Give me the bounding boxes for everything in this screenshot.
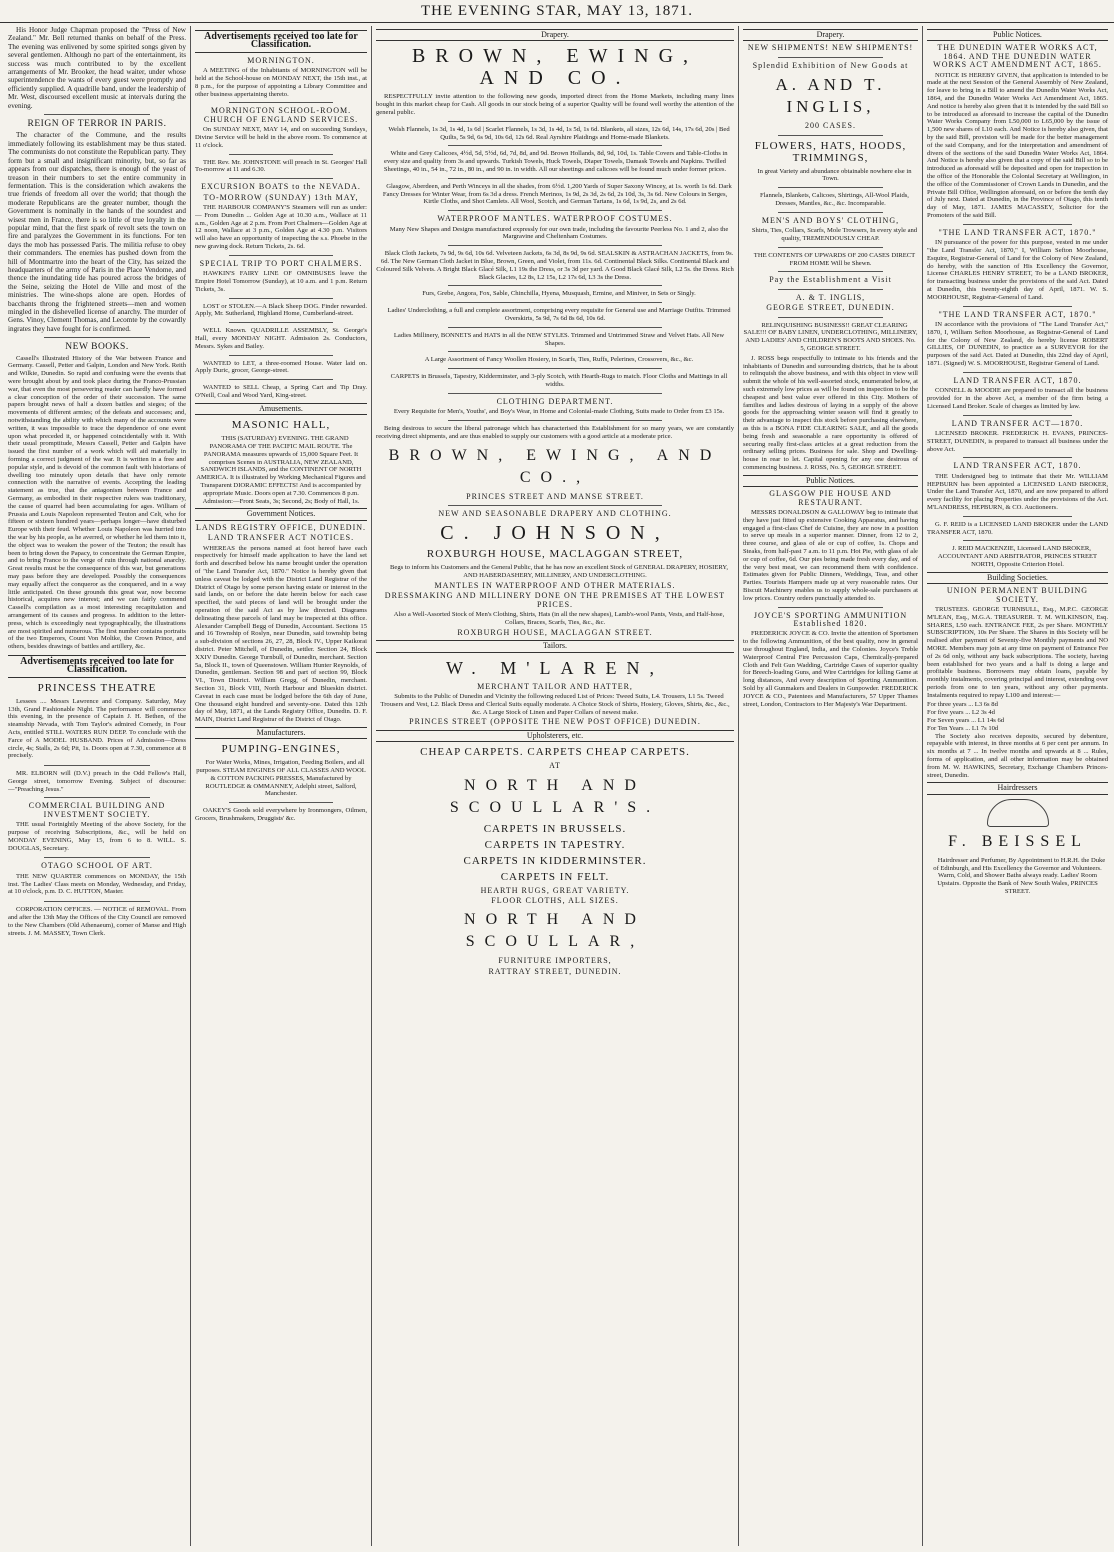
ad-body: MESSRS DONALDSON & GALLOWAY beg to intimate that they have just fitted up extensive Cooking Apparatus, and having engaged a first-class Chef de Cuisine, they are now in a position to serve up meals in a superior manner. Dinner, from 12 to 2, three course, and glass of ale or cup of coffee, 1s. Chops and Steaks, from half-past 7 a.m. to 11 p.m. Hot Pie, with glass of ale or cup of coffee, 6d. Our pies being made fresh every day, and of the very best meat, we can recommend them with confidence. Estimates given for Public Dinners, Weddings, Teas, and other Parties. Tourists Hampers made up at very reasonable rates. Our Biscuit Machinery enables us to supply whole-sale purchasers at low prices. Country orders punctually attended to. xyxy=(743,508,918,602)
ad-body: RESPECTFULLY invite attention to the following new goods, imported direct from the Home Markets, including many lines bought in this market cheap for Cash. All goods in our stock being of a superior Quality will be found well worthy the attention of the general public. xyxy=(376,93,734,116)
advertisement xyxy=(8,802,186,852)
ad-body: White and Grey Calicoes, 4½d, 5d, 5½d, 6d, 7d, 8d, and 9d. Brown Hollands, 8d, 9d, 10d, 1s. Table Covers and Table-Cloths in every size and quality from 3s and upwards. Turkish Towels, Huck Towels, Diaper Towels, Damask Towels and Napkins. Twilled Sheetings, 40 in., 54 in., 72 in., 80 in., and 90 in. in width. All our sheetings and calicoes will be found much under former prices. xyxy=(383,150,728,173)
ad-title: THE DUNEDIN WATER WORKS ACT, 1864. AND THE DUNEDIN WATER WORKS ACT AMENDMENT ACT, 1865. xyxy=(933,43,1102,70)
ad-body: THIS (SATURDAY) EVENING. THE GRAND PANORAMA OF THE PACIFIC MAIL ROUTE. The PANORAMA measures upwards of 15,000 Square Feet. It comprises Scenes in AUSTRALIA, NEW ZEALAND, SANDWICH ISLANDS, and the CONTINENT OF NORTH AMERICA. It is illustrated by Working Mechanical Figures and Transparent DIORAMIC EFFECTS! And is accompanied by appropriate Music. Doors open at 7.30. Commences 8 p.m. Admission:—Front Seats, 3s; Second, 2s; Body of Hall, 1s. xyxy=(196,435,366,505)
section-heading: Amusements. xyxy=(195,403,367,415)
ad-body: Shirts, Ties, Collars, Scarfs, Mole Trowsers, In every style and quality, TREMENDOUSLY CHEAP. xyxy=(751,227,918,243)
ad-subtitle: FLOWERS, HATS, HOODS, TRIMMINGS, xyxy=(754,139,907,164)
ad-subtitle: MEN'S AND BOYS' CLOTHING, xyxy=(761,215,900,225)
divider xyxy=(963,516,1072,517)
ad-title: LANDS REGISTRY OFFICE, DUNEDIN. xyxy=(195,522,367,532)
ad-body: Lessees .... Messrs Lawrence and Company. Saturday, May 13th, Grand Fashionable Night. The performance will commence this evening, in the presence of Captain J. H. Bethen, of the steamship Nevada, with Tom Taylor's admired Comedy, in Four Acts, entitled STILL WATERS RUN DEEP. To conclude with the Farce of A MODEL HUSBAND. Prices of Admission—Dress circle, 4s; Stalls, 2s 6d; Pit, 1s. Doors open at 7.30, commence at 8 precisely. xyxy=(8,697,186,760)
carpet-line: CARPETS IN BRUSSELS. xyxy=(483,822,627,835)
divider xyxy=(963,415,1072,416)
ad-body: Hairdresser and Perfumer, By Appointment to H.R.H. the Duke of Edinburgh, and His Excellency the Governor and Volunteers. Warm, Cold, and Shower Baths always ready. Ladies' Room Upstairs. Opposite the Bank of New South Wales, PRINCES STREET. xyxy=(933,856,1106,896)
divider xyxy=(963,372,1072,373)
ad-title: LAND TRANSFER ACT, 1870. xyxy=(953,375,1082,385)
carpet-line: CARPETS IN FELT. xyxy=(500,870,610,883)
ad-body: Ladies Millinery, BONNETS and HATS in all the NEW STYLES. Trimmed and Untrimmed Straw and Velvet Hats. All New Shapes. xyxy=(393,331,725,347)
column-3 xyxy=(376,26,734,1546)
divider xyxy=(778,271,883,272)
ad-body: HEARTH RUGS, GREAT VARIETY. xyxy=(480,885,630,895)
ad-body: Being desirous to secure the liberal patronage which has characterised this Establishment for so many years, we are constantly receiving direct shipments, and are thus enabled to supply our customers with a good article at a moderate price. xyxy=(376,424,734,440)
ad-body: The Society also receives deposits, secured by debenture, repayable with interest, in three months at 6 per cent per annum. In six months at 7 ... In twelve months and upwards at 8 ... Rules, forms of application, and all other information may be obtained from M. W. HAWKINS, Secretary, Exchange Chambers Princes-street, Dunedin. xyxy=(927,732,1108,779)
article-body: The character of the Commune, and the results immediately following its establishment may be thus stated. The communists do not constitute the Republican party. They form but a small and insignificant minority, but, so far as appears from our dispatches, there is enough of the yeast of treason in their numbers to set the entire community in fermentation. This is the consideration which awakens the true friends of freedom all over the world; that though the moderate Republicans are the greater number, though the Government is nominally in the hands of the soundest and wisest men in France, there is so little of true loyalty in the popular mind, that the first spark of revolt sets the town on fire and paralyzes the Government in its functions. For ten days the mob has possessed Paris. The militia refuse to obey their commanders. The enemies has pushed down from the hill of Montmartre into the heart of the City, has seized the headquarters of the army of Paris in the Place Vendome, and thence the inundating tide has poured across the bridges of the Seine, seizing the Hotel de Ville and most of the ministries. The wine-shops alone are open. Hordes of bacchants throng the frightened streets—men and women mingled in the dishevelled license of anarchy. The murder of Gens. Vinoy, Clement Thomas, and Lecomte by the cowardly ingrates they have fought for is confirmed. xyxy=(8,131,186,333)
divider xyxy=(963,457,1072,458)
divider xyxy=(778,212,883,213)
divider xyxy=(448,420,663,421)
ad-title: JOYCE'S SPORTING AMMUNITION Established 1820. xyxy=(753,610,908,628)
ad-subtitle: TO-MORROW (SUNDAY) 13th MAY, xyxy=(203,192,359,202)
ad-body: Glasgow, Aberdeen, and Perth Winceys in all the shades, from 6½d. 1,200 Yards of Super Saxony Wincey, at 1s. worth 1s 6d. Dark Fancy Dresses for Winter Wear, from 6s 3d a dress. French Merinos, 1s 9d, 2s 3d, 2s 6d, 2s 10d, 3s, 3s 6d. New Colours in Serges, Kirtle Cloths, and Shot Camlets. All Wool, Scotch, and German Tartans, 1s 6d, 1s 9d, 2s, and 2s 6d. xyxy=(382,182,732,206)
ad-title: EXCURSION BOATS to the NEVADA. xyxy=(201,182,361,192)
advertisement: CORPORATION OFFICES. — NOTICE of REMOVAL. From and after the 13th May the Offices of the City Council are removed to the New Chambers (Old Athenaeum), corner of Manse and High streets. J. M. MASSEY, Town Clerk. xyxy=(8,906,186,937)
advertisement xyxy=(8,682,186,760)
advertisement: OAKEY'S Goods sold everywhere by Ironmongers, Oilmen, Grocers, Brushmakers, Druggists' &c. xyxy=(195,807,367,823)
section-heading: Public Notices. xyxy=(927,29,1108,41)
advertisement: G. F. REID is a LICENSED LAND BROKER under the LAND TRANSFER ACT, 1870. xyxy=(927,520,1108,536)
ad-subtitle: MERCHANT TAILOR AND HATTER, xyxy=(477,681,633,691)
carpet-line: CARPETS IN KIDDERMINSTER. xyxy=(463,854,647,867)
divider xyxy=(448,178,663,179)
section-heading: Hairdressers xyxy=(927,782,1108,794)
ad-body: On SUNDAY NEXT, MAY 14, and on succeeding Sundays, Divine Service will be held in the above room. To commence at 11 o'clock. xyxy=(195,126,367,149)
ad-title: MORNINGTON. xyxy=(247,55,315,65)
ad-signature: A. & T. INGLIS, xyxy=(795,292,866,302)
divider xyxy=(229,355,332,356)
section-heading: Manufacturers. xyxy=(195,727,367,739)
ad-body: Begs to inform his Customers and the General Public, that he has now an excellent Stock of GENERAL DRAPERY, HOSIERY, AND HABERDASHERY, MILLINERY, AND UNDERCLOTHING. xyxy=(390,564,728,580)
ad-address: ROXBURGH HOUSE, MACLAGGAN STREET. xyxy=(457,627,653,637)
ad-subtitle: CLOTHING DEPARTMENT. xyxy=(496,396,614,406)
section-heading: Advertisements received too late for Classification. xyxy=(8,655,186,678)
column-rule xyxy=(190,26,191,1546)
divider xyxy=(448,351,663,352)
column-rule xyxy=(371,26,372,1546)
ad-address: PRINCES STREET AND MANSE STREET. xyxy=(466,491,644,501)
divider xyxy=(448,285,663,286)
ad-title: "THE LAND TRANSFER ACT, 1870." xyxy=(938,309,1097,319)
divider xyxy=(963,224,1072,225)
column-rule xyxy=(738,26,739,1546)
ad-subtitle: WATERPROOF MANTLES. WATERPROOF COSTUMES. xyxy=(437,214,673,224)
advertisement xyxy=(8,862,186,896)
ad-address: RATTRAY STREET, DUNEDIN. xyxy=(488,966,622,976)
divider xyxy=(44,901,151,902)
column-4 xyxy=(743,26,918,1546)
section-heading: Government Notices. xyxy=(195,508,367,520)
ad-title: NEW AND SEASONABLE DRAPERY AND CLOTHING. xyxy=(438,508,672,518)
table-row: For three years ... L3 6s 8d xyxy=(927,701,998,709)
ad-body: IN accordance with the provisions of "The Land Transfer Act," 1870, I, William Sefton Moorhouse, as Registrar-General of Land for the Colony of New Zealand, do hereby license ROBERT GILLIES, OF DUNEDIN, to practice as a SURVEYOR for the purposes of the said Act. Dated at Dunedin, this 22nd day of April, 1871. (Signed) W. S. MOORHOUSE, Registrar General of Land. xyxy=(927,320,1108,367)
ad-body: TRUSTEES. GEORGE TURNBULL, Esq., M.P.C. GEORGE M'LEAN, Esq., M.G.A. TREASURER. T. M. WILKINSON, Esq. SHARES, L50 each. ENTRANCE FEE, 2s per Share. MONTHLY SUBSCRIPTION, 10s Per Share. The Shares in this Society will be realised after payment of Seventy-five Monthly payments and NO MORE. Members may join at any time on payment of Entrance Fee of 2s 6d only, without any back subscriptions. The society, having been established for two years and a half is doing a large and profitable business. Borrowers may obtain loans, payable by monthly instalments, covering principal and interest, extending over periods from one to ten years, without any other payments. Instalments required to repay L100 and interest:— xyxy=(927,605,1108,699)
advertisement: WANTED to LET, a three-roomed House. Water laid on. Apply Duric, grocer, George-street. xyxy=(195,359,367,375)
column-1 xyxy=(8,26,186,1546)
ad-title: W. M'LAREN, xyxy=(445,657,665,678)
ad-body: Every Requisite for Men's, Youths', and Boy's Wear, in Home and Colonial-made Clothing, Suits made to Order from £3 15s. xyxy=(393,408,725,416)
ad-title: UNION PERMANENT BUILDING SOCIETY. xyxy=(946,586,1089,604)
divider xyxy=(229,154,332,155)
ad-body: DRESSMAKING AND MILLINERY DONE ON THE PREMISES AT THE LOWEST PRICES. xyxy=(384,591,726,609)
ad-title: CHEAP CARPETS. CARPETS CHEAP CARPETS. xyxy=(420,746,690,759)
section-heading: Drapery. xyxy=(376,29,734,41)
advertisement: WELL Known. QUADRILLE ASSEMBLY, St. George's Hall, every MONDAY NIGHT. Admission 2s. Conductors, Messrs. Sykes and Bailey. xyxy=(195,327,367,350)
ad-title: SPECIAL TRIP TO PORT CHALMERS. xyxy=(199,258,363,268)
ad-body: CARPETS in Brussels, Tapestry, Kidderminster, and 3-ply Scotch, with Hearth-Rugs to match. Floor Cloths and Mattings in all widths. xyxy=(390,373,728,388)
divider xyxy=(778,607,883,608)
ad-title: NORTH AND SCOULLAR'S. xyxy=(449,776,661,816)
divider xyxy=(448,145,663,146)
divider xyxy=(229,255,332,256)
ad-body: Splendid Exhibition of New Goods at xyxy=(752,60,909,70)
ad-body: Flannels, Blankets, Calicoes, Shirtings, All-Wool Plaids, Dresses, Mantles, &c., &c. Incomparable. xyxy=(760,192,909,208)
ad-title: "THE LAND TRANSFER ACT, 1870." xyxy=(938,227,1097,237)
advertisement: WANTED to SELL Cheap, a Spring Cart and Tip Dray. O'Neill, Coal and Wood Yard, King-street. xyxy=(195,384,367,399)
table-row: For five years ... L2 3s 4d xyxy=(927,709,995,717)
ad-title: C. JOHNSON, xyxy=(440,522,670,545)
ad-body: NOTICE IS HEREBY GIVEN, that application is intended to be made at the next Session of the General Assembly of New Zealand, for leave to bring in a Bill to amend the Dunedin Water Works Act, 1864, and the Dunedin Water Works Act Amendment Act, 1865. And notice is hereby also given that it is intended by the said Bill so to be introduced as aforesaid to increase the capital of the Dunedin Water Works Company from L50,000 to L65,000 by the issue of 1,500 new shares of L10 each. And Notice is hereby also given, that by the said Bill, provision will be made for the better management of the said Company, and for the interpretation and amendment of divers of the sections of the said Dunedin Water Works Act, 1864. And Notice is hereby also given that a copy of the said Bill so to be introduced as aforesaid will be deposited and open for inspection in the office of the Honorable the Colonial Secretary at Wellington, in the office of the Commissioner of Crown Lands in Dunedin, and the Private Bill Office, Wellington aforesaid, on or before the tenth day of July next. Dated at Dunedin, in the Province of Otago, this tenth day of May, 1871. JAMES MACASSEY, Solicitor for the Promoters of the said Bill. xyxy=(927,71,1108,219)
divider xyxy=(778,289,883,290)
section-heading: Building Societies. xyxy=(927,572,1108,584)
divider xyxy=(229,102,332,103)
ad-body: Black Cloth Jackets, 7s 9d, 9s 6d, 10s 6d. Velveteen Jackets, 6s 3d, 8s 9d, 9s 6d. SEALSKIN & ASTRACHAN JACKETS, from 9s. 6d. The New German Cloth Jacket in Blue, Brown, Green, and Violet, from 11s. 6d. Continental Black Silks. Continental Black and Coloured Silk Velvets. A Bright Black Glacé Silk, L1 19s the Dress, or 3s 3d per yard. A Good Black Glacé Silk, L2 5s. the Dress. Rich Black Glacies, L2 8s, L2 15s, L2 17s 6d, L3 3s the Dress. xyxy=(376,250,734,281)
ad-body: THE NEW QUARTER commences on MONDAY, the 15th inst. The Ladies' Class meets on Monday, Wednesday, and Friday, at 10 o'clock, p.m. D. C. HUTTON, Master. xyxy=(8,872,186,896)
ad-body: Many New Shapes and Designs manufactured expressly for our own trade, including the favourite Peerless No. 1 and 2, also the Margravine and Cheltenham Costumes. xyxy=(389,225,729,241)
ad-body: FREDERICK JOYCE & CO. Invite the attention of Sportsmen to the following Ammunition, of the best quality, now in general use throughout England, India, and the Colonies. Joyce's Treble Waterproof Central Fire Percussion Caps, Chemically-prepared Cloth and Felt Gun Wadding, Cartridge Cases of superior quality for Breech-loading Guns, and Wire Cartridges for killing Game at long distances, And every description of Sporting Ammunition. Sold by all Gunmakers and Dealers in Gunpowder. FREDERICK JOYCE & CO., Patentees and Manufacturers, 57 Upper Thames street, London, Contractors to Her Majesty's War Department. xyxy=(743,630,918,708)
table-row: For Ten Years ... L1 7s 10d xyxy=(927,724,999,732)
section-heading: Drapery. xyxy=(743,29,918,41)
divider xyxy=(778,317,883,318)
section-heading: Public Notices. xyxy=(743,475,918,487)
divider xyxy=(229,178,332,179)
divider xyxy=(778,135,883,136)
ad-signature: BROWN, EWING, AND CO., xyxy=(388,446,722,486)
ad-subtitle: FURNITURE IMPORTERS, xyxy=(498,956,612,966)
ad-signature: NORTH AND SCOULLAR, xyxy=(464,911,646,951)
ad-body: Furs, Grebe, Angora, Fox, Sable, Chinchilla, Hyena, Musquash, Ermine, and Miniver, in Sets or Singly. xyxy=(422,290,696,298)
divider xyxy=(448,327,663,328)
advertisement: LOST or STOLEN.—A Black Sheep DOG. Finder rewarded. Apply, Mr. Sutherland, Highland Home, Cumberland-street. xyxy=(195,302,367,318)
ad-title: COMMERCIAL BUILDING AND INVESTMENT SOCIETY. xyxy=(28,801,166,819)
ad-body: For Water Works, Mines, Irrigation, Feeding Boilers, and all purposes. STEAM ENGINES OF ALL CLASSES AND WOOL & COTTON PACKING PRESSES, Manufactured by ROUTLEDGE & OMMANNEY, Adelphi street, Salford, Manchester. xyxy=(196,759,366,798)
divider xyxy=(778,247,883,248)
ad-body: A Large Assortment of Fancy Woollen Hosiery, in Scarfs, Ties, Ruffs, Pelerines, Crossovers, &c., &c. xyxy=(424,356,694,364)
ad-title: MORNINGTON SCHOOL-ROOM. CHURCH OF ENGLAND SERVICES. xyxy=(203,106,359,124)
ad-body: Ladies' Underclothing, a full and complete assortment, comprising every requisite for General use and Marriage Outfits. Trimmed Overskirts, 5s 9d, 7s 6d 8s 6d, 10s 6d. xyxy=(387,307,731,322)
ad-body: Pay the Establishment a Visit xyxy=(769,275,892,285)
ad-address: PRINCES STREET (OPPOSITE THE NEW POST OFFICE) DUNEDIN. xyxy=(409,717,701,727)
divider xyxy=(44,857,151,858)
table-row: For Seven years ... L1 14s 6d xyxy=(927,717,1005,725)
ad-body: AT xyxy=(549,761,561,771)
divider xyxy=(778,187,883,188)
advertisement: J. REID MACKENZIE, Licensed LAND BROKER, ACCOUNTANT AND ARBITRATOR, PRINCES STREET NORTH, Opposite Criterion Hotel. xyxy=(937,545,1098,568)
ad-body: Submits to the Public of Dunedin and Vicinity the following reduced List of Prices: Tweed Suits, L4. Trousers, L1 5s. Tweed Trousers and Vest, L2. Black Dress and Clerical Suits equally moderate. A Choice Stock of Shirts, Hosiery, Gloves, Shirts, &c., &c., &c. A Large Stock of Linen and Paper Collars of newest make. xyxy=(380,692,730,716)
section-heading: Upholsterers, etc. xyxy=(376,730,734,742)
ad-subtitle: LAND TRANSFER ACT NOTICES. xyxy=(207,533,355,543)
divider xyxy=(44,337,151,338)
ad-title: OTAGO SCHOOL OF ART. xyxy=(41,861,153,871)
ad-title: LAND TRANSFER ACT—1870. xyxy=(951,418,1084,428)
masthead: THE EVENING STAR, MAY 13, 1871. xyxy=(0,0,1114,23)
column-5 xyxy=(927,26,1108,1546)
ad-body: MANTLES IN WATERPROOF AND OTHER MATERIALS. xyxy=(434,580,676,590)
ad-title: A. AND T. INGLIS, xyxy=(775,75,886,117)
ad-body: THE Undersigned beg to intimate that their Mr. WILLIAM HEPBURN has been appointed a LICENSED LAND BROKER, Under the Land Transfer Act, 1870, and are now prepared to afford every facility for placing Properties under the provisions of the Act. M'LANDRESS, HEPBURN, & CO. Auctioneers. xyxy=(927,472,1108,511)
section-heading: Tailors. xyxy=(376,640,734,652)
divider xyxy=(448,505,663,506)
ad-title: GLASGOW PIE HOUSE AND RESTAURANT. xyxy=(769,489,892,507)
divider xyxy=(963,306,1072,307)
ad-title: PRINCESS THEATRE xyxy=(37,681,157,694)
ad-title: PUMPING-ENGINES, xyxy=(221,743,341,756)
ad-title: NEW SHIPMENTS! NEW SHIPMENTS! xyxy=(747,43,914,53)
article-heading: REIGN OF TERROR IN PARIS. xyxy=(27,119,167,130)
ad-body: THE CONTENTS OF UPWARDS OF 200 CASES DIRECT FROM HOME Will be Shewn. xyxy=(753,251,916,267)
divider xyxy=(448,393,663,394)
divider xyxy=(448,121,663,122)
ad-body: J. ROSS begs respectfully to intimate to his friends and the inhabitants of Dunedin and surrounding districts, that he is about to relinquish the above business, and with this object in view will submit the whole of his well-assorted stock, enumerated below, at such extremely low prices as will be found on inspection to be the cheapest and best value ever offered in this City. Mothers of families and ladies desirous of laying in a supply of the above goods for the approaching winter season will find it greatly to their advantage to inspect this stock before purchasing elsewhere, as this is a BONA FIDE CLEARING SALE, and all the goods being fresh and seasonable a rare opportunity is offered of securing really first-class articles at a great reduction from the ordinary selling prices. Business for sale. Shop and Dwelling-house in rear to let. Capital opening for any one desirous of commencing business. J. ROSS, No. 5, GEORGE STREET. xyxy=(743,354,918,471)
divider xyxy=(229,322,332,323)
divider xyxy=(778,57,883,58)
ad-subtitle: ROXBURGH HOUSE, MACLAGGAN STREET, xyxy=(426,548,684,561)
ad-title: F. BEISSEL xyxy=(948,832,1087,850)
ad-body: Also a Well-Assorted Stock of Men's Clothing, Shirts, Hats (in all the new shapes), Lamb's-wool Pants, Vests, and Half-hose, Collars, Braces, Scarfs, Ties, &c., &c. xyxy=(393,611,725,626)
divider xyxy=(448,245,663,246)
column-rule xyxy=(922,26,923,1546)
ad-body: HAWKIN'S FAIRY LINE OF OMNIBUSES leave the Empire Hotel Tomorrow (Sunday), at 10 a.m. and 1 p.m. Return Tickets, 3s. xyxy=(195,270,367,293)
divider xyxy=(963,540,1072,541)
ad-address: GEORGE STREET, DUNEDIN. xyxy=(766,303,895,313)
divider xyxy=(44,797,151,798)
dinner-report: His Honor Judge Chapman proposed the "Press of New Zealand." Mr. Bell returned thanks on behalf of the Press. The evening was enlivened by some spirited songs given by several gentlemen. Although no part of the entertainment, its success was much contributed to by the excellent arrangements of Mr. Brooker, the head waiter, under whose superintendence the wants of every guest were promptly and efficiently supplied. A quadrille band, under the leadership of Mr. West, discoursed excellent music at intervals during the evening. xyxy=(8,26,186,110)
ad-body: 200 CASES. xyxy=(805,121,856,131)
divider xyxy=(229,298,332,299)
section-heading: Advertisements received too late for Classification. xyxy=(195,30,367,53)
advertisement: MR. ELBORN will (D.V.) preach in the Odd Fellow's Hall, George street, tomorrow Evening. Subject of discourse:—"Preaching Jesus." xyxy=(8,770,186,793)
divider xyxy=(44,114,151,115)
article-heading: NEW BOOKS. xyxy=(65,342,129,353)
advertisement: THE Rev. Mr. JOHNSTONE will preach in St. Georges' Hall To-morrow at 11 and 6.30. xyxy=(195,158,367,174)
divider xyxy=(448,368,663,369)
ad-body: FLOOR CLOTHS, ALL SIZES. xyxy=(491,895,619,905)
divider xyxy=(448,302,663,303)
divider xyxy=(448,210,663,211)
ad-title: RELINQUISHING BUSINESS!! GREAT CLEARING SALE!!! OF BABY LINEN, UNDERCLOTHING, MILLINERY, AND LADIES' AND CHILDREN'S BOOTS AND SHOES. No. 5, GEORGE STREET. xyxy=(743,321,918,353)
ad-body: A MEETING of the Inhabitants of MORNINGTON will be held at the School-house on MONDAY NEXT, the 15th inst., at 8 p.m., for the purpose of appointing a Library Committee and other business appertaining thereto. xyxy=(195,67,367,98)
divider xyxy=(44,765,151,766)
ad-title: BROWN, EWING, AND CO. xyxy=(411,45,699,90)
ad-body: IN pursuance of the power for this purpose, vested in me under "the Land Transfer Act, 1870," I, William Sefton Moorhouse, Esquire, Registrar-General of Land for the Colony of New Zealand, do hereby, with the sanction of His Excellency the Governor, License CHARLES HENRY STREET, To be a LAND BROKER, for transacting business under the provisions of the said Act. Dated at Dunedin, this twenty-eighth day of April, 1871. W. S. MOORHOUSE, Registrar-General of Land. xyxy=(927,239,1108,301)
ad-title: LAND TRANSFER ACT, 1870. xyxy=(953,461,1082,471)
ad-title: MASONIC HALL, xyxy=(231,419,331,432)
ad-body: THE usual Fortnightly Meeting of the above Society, for the purpose of receiving Subscriptions, &c., will be held on MONDAY EVENING, May 15, from 6 to 8. WILL. S. DOUGLAS, Secretary. xyxy=(8,821,186,852)
article-body: Cassell's Illustrated History of the War between France and Germany. Cassell, Petter and Galpin, London and New York. Reith and Wilkie, Dunedin. So rapid and confusing were the events that were brought about by and took place during the Franco-Prussian war, that even the most persevering reader can hardly have formed a clear conception of the order of their succession. The same papers brought news of half a dozen battles and sieges; of the movements of different armies; of the defeats and successes; and, notwithstanding the ability with which many of the accounts were written, it was impossible to trace the dependence of one event upon what preceded it, or happened coincidentally with it. With their usual promptitude, Messrs Cassell, Petter and Galpin have issued the first number of a work which will aid materially in forming a correct judgment of the war. It is written in a free and popular style, and is devoid of the common fault with historians of dwelling too minutely upon details that have only remote connection with the narrative of events. Accepting the leading statement as true, that the antagonism between France and Germany, as embodied in their respective rulers was traditionary, the cause of quarrel had been accumulating for ages. William of Prussia and Louis Napoleon represented Teuton and Celt, who for fifteen or sixteen hundred years—perhaps longer—have disturbed Europe with their feud. Whether Louis Napoleon was hurried into the war by his people, as he averred, or whether he led them into it, the object was to weaken the power of the Teuton; the result has been to bring down the Papacy, to concentrate the German Empire, and to bring France to the verge of ruin through national anarchy. Great results must be the consequence of this war, but generations may pass before they are developed. Possibly the consequences may equally affect the conqueror as the conquered, and in a way little anticipated. On these grounds this great war, now become historical, acquires new interest; and we can fairly commend Cassell's compilation as a most interesting recapitulation and arrangement of its causes and progress. In addition to the letter-press, which is exceedingly neat typographically, the illustrations are most spirited and numerous. The first number contains portraits of the two Emperors, Count Von Moltke, the Crown Prince, and others, besides drawings of battles and artillery, &c. xyxy=(8,354,186,651)
royal-crest-icon xyxy=(987,799,1049,827)
ad-body: In great Variety and abundance obtainable nowhere else in Town. xyxy=(757,167,912,183)
ad-body: CONNELL & MOODIE are prepared to transact all the business provided for in the above Act, a member of the firm being a Licensed Land Broker. Scale of charges as limited by law. xyxy=(927,387,1108,410)
carpet-line: CARPETS IN TAPESTRY. xyxy=(484,838,626,851)
divider xyxy=(229,802,332,803)
ad-body: THE HARBOUR COMPANY'S Steamers will run as under:— From Dunedin ... Golden Age at 10.30 a.m., Wallace at 11 a.m., Golden Age at 2 p.m. From Port Chalmers—Golden Age at 12 noon, Wallace at 3 p.m., Golden Age at 4.30 p.m. Visitors will also have an opportunity of inspecting the s.s. Phoebe in the new graving dock. Return Tickets, 2s. 6d. xyxy=(195,204,367,250)
ad-body: WHEREAS the persons named at foot hereof have each respectively for himself made application to have the land set forth and described below his name brought under the operation of "the Land Transfer Act, 1870." Notice is hereby given that unless caveat be lodged with the District Land Registrar of the District of Otago by some person having estate or interest in the said lands, on or before the date herein below for each case specified, the said pieces of land will be brought under the operation of the said Act as by law directed. Diagrams delineating these parcels of land may be inspected at this office. Alexander Campbell Begg of Dunedin, Accountant. Sections 15 and 16 Township of Roslyn, near Dunedin, said township being a sub-division of sections 26, 27, 28, Block IV., Upper Kaikorai district. Peter Mitchell, of Dunedin, settler. Section 24, Block XXIV Dunedin. George Turnbull, of Dunedin, merchant. Section 5a, Block II., town of Queenstown. William Hunter Reynolds, of Dunedin, gentleman. Section 98 and part of section 99, Block VI., Town District. William Gregg, of Dunedin, merchant. Section 31, Block VIII, North Harbour and Blueskin district. Caveat in each case must be lodged before the 6th day of June, One thousand eight hundred and seventy-one. Dated this 12th day of May, 1871, at the Lands Registry Office, Dunedin. D. F. MAIN, District Land Registrar of the District of Otago. xyxy=(195,544,367,724)
divider xyxy=(229,379,332,380)
ad-body: LICENSED BROKER. FREDERICK H. EVANS, PRINCES-STREET, DUNEDIN, is prepared to transact all business under the above Act. xyxy=(927,429,1108,453)
ad-body: Welsh Flannels, 1s 3d, 1s 4d, 1s 6d | Scarlet Flannels, 1s 3d, 1s 4d, 1s 5d, 1s 6d. Blankets, all sizes, 12s 6d, 14s, 17s 6d, 20s | Bed Quilts, 5s 9d, 6s 9d, 10s 6d, 12s 6d. Real Ayrshire Plaidings and Home-made Blankets. xyxy=(388,125,730,141)
column-2 xyxy=(195,26,367,1546)
